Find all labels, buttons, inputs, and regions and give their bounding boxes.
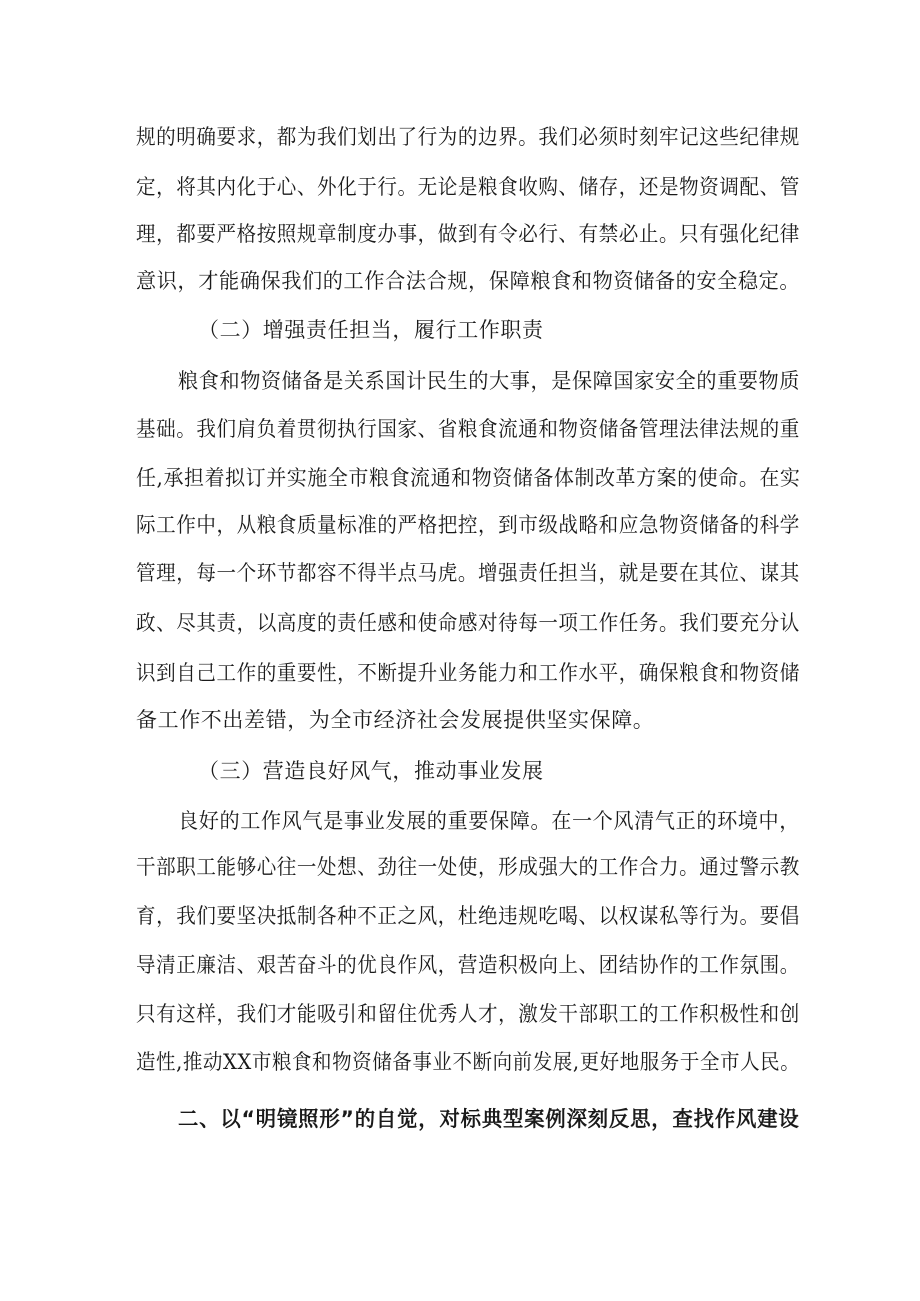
section-subheading: （三）营造良好风气，推动事业发展 [198,759,544,783]
paragraph-line: 识到自己工作的重要性，不断提升业务能力和工作水平，确保粮食和物资储 [136,661,800,685]
paragraph-line: 基础。我们肩负着贯彻执行国家、省粮食流通和物资储备管理法律法规的重 [136,417,800,441]
section-subheading: （二）增强责任担当，履行工作职责 [198,318,544,342]
paragraph-line: 任,承担着拟订并实施全市粮食流通和物资储备体制改革方案的使命。在实 [136,466,801,490]
paragraph-line: 意识，才能确保我们的工作合法合规，保障粮食和物资储备的安全稳定。 [136,269,801,293]
paragraph-line: 粮食和物资储备是关系国计民生的大事，是保障国家安全的重要物质 [178,369,801,393]
paragraph-line: 良好的工作风气是事业发展的重要保障。在一个风清气正的环境中， [178,809,801,833]
paragraph-line: 造性,推动XX市粮食和物资储备事业不断向前发展,更好地服务于全市人民。 [136,1050,801,1074]
section-heading: 二、以“明镜照形”的自觉，对标典型案例深刻反思，查找作风建设 [178,1107,800,1131]
paragraph-line: 育，我们要坚决抵制各种不正之风，杜绝违规吃喝、以权谋私等行为。要倡 [136,904,800,928]
paragraph-line: 导清正廉洁、艰苦奋斗的优良作风，营造积极向上、团结协作的工作氛围。 [136,953,800,977]
paragraph-line: 管理，每一个环节都容不得半点马虎。增强责任担当，就是要在其位、谋其 [136,561,800,585]
paragraph-line: 定，将其内化于心、外化于行。无论是粮食收购、储存，还是物资调配、管 [136,175,800,199]
paragraph-line: 政、尽其责，以高度的责任感和使命感对待每一项工作任务。我们要充分认 [136,611,800,635]
paragraph-line: 理，都要严格按照规章制度办事，做到有令必行、有禁必止。只有强化纪律 [136,222,800,246]
paragraph-line: 规的明确要求，都为我们划出了行为的边界。我们必须时刻牢记这些纪律规 [136,125,800,149]
paragraph-line: 际工作中，从粮食质量标准的严格把控，到市级战略和应急物资储备的科学 [136,513,800,537]
paragraph-line: 干部职工能够心往一处想、劲往一处使，形成强大的工作合力。通过警示教 [136,855,800,879]
paragraph-line: 备工作不出差错，为全市经济社会发展提供坚实保障。 [136,708,655,732]
paragraph-line: 只有这样，我们才能吸引和留住优秀人才，激发干部职工的工作积极性和创 [136,1002,800,1026]
